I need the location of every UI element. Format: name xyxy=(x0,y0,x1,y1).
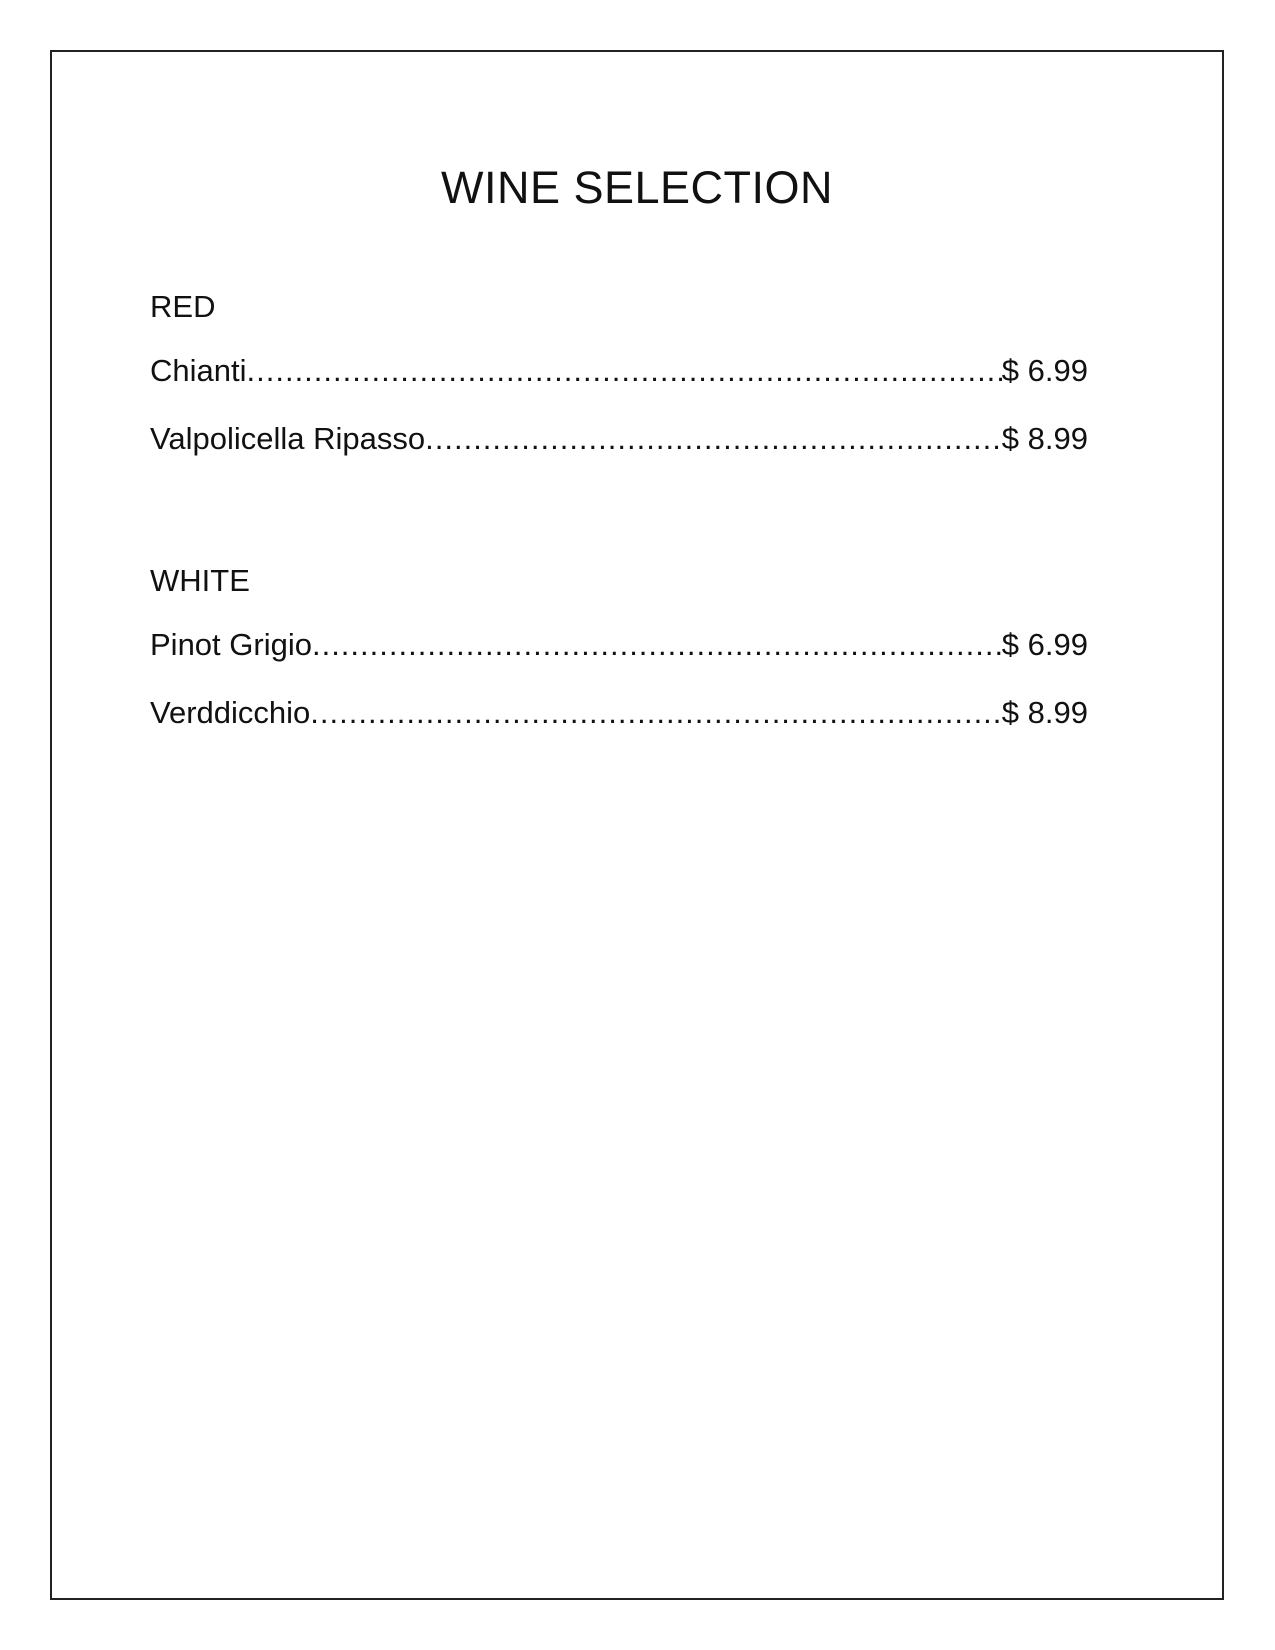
dot-leader xyxy=(312,621,1002,669)
item-price: $ 6.99 xyxy=(1001,353,1088,388)
white-wine-section xyxy=(150,561,1088,757)
menu-border xyxy=(50,50,1224,1600)
menu-title: WINE SELECTION xyxy=(440,162,834,213)
dot-leader xyxy=(247,347,1002,395)
menu-item xyxy=(150,621,1088,669)
item-price: $ 8.99 xyxy=(1001,421,1088,456)
menu-item xyxy=(150,415,1088,463)
section-heading: RED xyxy=(150,289,216,324)
item-name: Chianti xyxy=(150,353,247,388)
item-name: Pinot Grigio xyxy=(150,627,312,662)
dot-leader xyxy=(310,689,1002,737)
item-price: $ 8.99 xyxy=(1001,695,1088,730)
red-wine-section xyxy=(150,287,1088,483)
menu-item xyxy=(150,347,1088,395)
item-price: $ 6.99 xyxy=(1001,627,1088,662)
item-name: Valpolicella Ripasso xyxy=(150,421,426,456)
dot-leader xyxy=(425,415,1002,463)
item-name: Verddicchio xyxy=(150,695,311,730)
section-heading: WHITE xyxy=(150,563,250,598)
menu-item xyxy=(150,689,1088,737)
